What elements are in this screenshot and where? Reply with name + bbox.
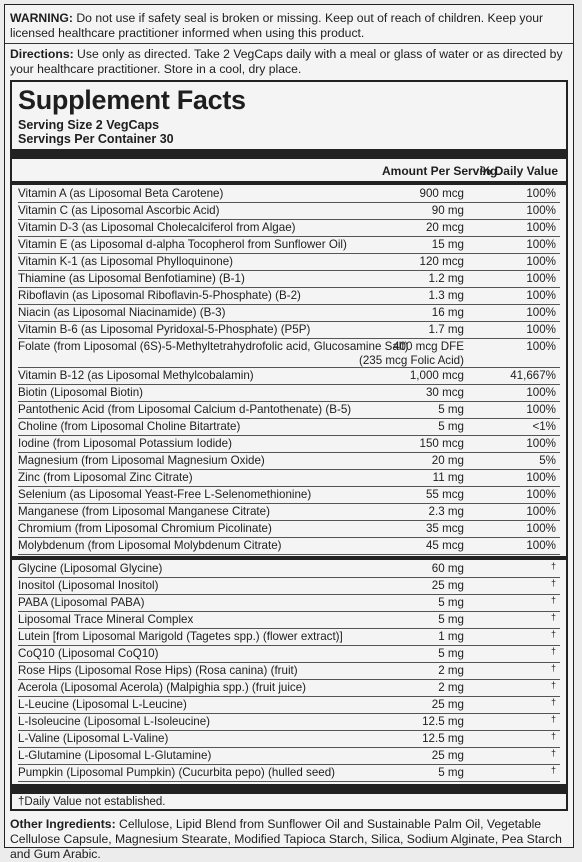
amount-value: 30 mcg bbox=[425, 386, 464, 399]
nutrient-name: Inositol (Liposomal Inositol) bbox=[18, 579, 159, 592]
nutrient-name: Manganese (from Liposomal Manganese Citrate) bbox=[18, 505, 270, 518]
table-row bbox=[18, 487, 560, 504]
daily-value: † bbox=[550, 663, 556, 673]
medium-divider bbox=[12, 556, 566, 560]
nutrient-name: Choline (from Liposomal Choline Bitartrate) bbox=[18, 420, 241, 433]
directions-body: Use only as directed. Take 2 VegCaps daily with a meal or glass of water or as directed by your healthcare practitioner. Store in a cool, dry place. bbox=[10, 47, 563, 76]
supplement-facts-panel bbox=[10, 80, 568, 811]
medium-divider bbox=[12, 181, 566, 185]
table-row bbox=[18, 271, 560, 288]
nutrient-name: L-Isoleucine (Liposomal L-Isoleucine) bbox=[18, 715, 211, 728]
daily-value: † bbox=[550, 595, 556, 605]
amount-value: 12.5 mg bbox=[422, 732, 464, 745]
nutrient-name: Thiamine (as Liposomal Benfotiamine) (B-1) bbox=[18, 272, 245, 285]
table-row bbox=[18, 220, 560, 237]
table-row bbox=[18, 402, 560, 419]
amount-value: 5 mg bbox=[438, 766, 464, 779]
other-ingredients-label: Other Ingredients: bbox=[10, 817, 116, 831]
nutrient-name: Chromium (from Liposomal Chromium Picolinate) bbox=[18, 522, 272, 535]
amount-value: 2.3 mg bbox=[428, 505, 464, 518]
amount-value: 25 mg bbox=[431, 579, 464, 592]
daily-value: 100% bbox=[526, 539, 556, 552]
daily-value: † bbox=[550, 612, 556, 622]
table-row bbox=[18, 368, 560, 385]
divider bbox=[5, 43, 573, 44]
daily-value: 100% bbox=[526, 522, 556, 535]
table-row bbox=[18, 646, 560, 663]
daily-value: 100% bbox=[526, 221, 556, 234]
amount-value: 1 mg bbox=[438, 630, 464, 643]
amount-value: 20 mg bbox=[431, 454, 464, 467]
amount-value: 5 mg bbox=[438, 613, 464, 626]
table-row bbox=[18, 339, 560, 368]
footnote: †Daily Value not established. bbox=[18, 796, 166, 808]
table-row bbox=[18, 385, 560, 402]
nutrient-name: Acerola (Liposomal Acerola) (Malpighia spp.) (fruit juice) bbox=[18, 681, 307, 694]
amount-value: 5 mg bbox=[438, 647, 464, 660]
warning-label: WARNING: bbox=[10, 11, 73, 25]
amount-value: 16 mg bbox=[431, 306, 464, 319]
table-row bbox=[18, 663, 560, 680]
amount-value: 20 mcg bbox=[425, 221, 464, 234]
table-row bbox=[18, 629, 560, 646]
nutrient-name: Vitamin B-12 (as Liposomal Methylcobalamin) bbox=[18, 369, 254, 382]
servings-per-container: Servings Per Container 30 bbox=[18, 132, 174, 146]
nutrient-name: PABA (Liposomal PABA) bbox=[18, 596, 145, 609]
daily-value: 100% bbox=[526, 488, 556, 501]
table-row bbox=[18, 748, 560, 765]
table-row bbox=[18, 237, 560, 254]
table-row bbox=[18, 453, 560, 470]
nutrient-name: Iodine (from Liposomal Potassium Iodide) bbox=[18, 437, 232, 450]
nutrient-name: L-Valine (Liposomal L-Valine) bbox=[18, 732, 169, 745]
nutrient-name: Vitamin B-6 (as Liposomal Pyridoxal-5-Phosphate) (P5P) bbox=[18, 323, 311, 336]
table-row bbox=[18, 254, 560, 271]
nutrient-name: Pumpkin (Liposomal Pumpkin) (Cucurbita pepo) (hulled seed) bbox=[18, 766, 336, 779]
nutrient-name: Vitamin E (as Liposomal d-alpha Tocopherol from Sunflower Oil) bbox=[18, 238, 347, 251]
amount-value: 12.5 mg bbox=[422, 715, 464, 728]
table-row bbox=[18, 504, 560, 521]
amount-value: 1.3 mg bbox=[428, 289, 464, 302]
amount-value: 45 mcg bbox=[425, 539, 464, 552]
daily-value: † bbox=[550, 680, 556, 690]
amount-value: 150 mcg bbox=[419, 437, 464, 450]
table-row bbox=[18, 470, 560, 487]
daily-value: 100% bbox=[526, 272, 556, 285]
nutrient-name: Magnesium (from Liposomal Magnesium Oxide) bbox=[18, 454, 265, 467]
table-row bbox=[18, 697, 560, 714]
daily-value: † bbox=[550, 646, 556, 656]
daily-value: † bbox=[550, 697, 556, 707]
table-row bbox=[18, 203, 560, 220]
nutrient-name: Riboflavin (as Liposomal Riboflavin-5-Phosphate) (B-2) bbox=[18, 289, 301, 302]
directions-label: Directions: bbox=[10, 47, 74, 61]
daily-value: 100% bbox=[526, 323, 556, 336]
nutrient-name: Pantothenic Acid (from Liposomal Calcium d-Pantothenate) (B-5) bbox=[18, 403, 352, 416]
amount-value: 90 mg bbox=[431, 204, 464, 217]
daily-value: † bbox=[550, 714, 556, 724]
amount-value: 25 mg bbox=[431, 698, 464, 711]
daily-value: 100% bbox=[526, 238, 556, 251]
nutrient-name: Folate (from Liposomal (6S)-5-Methyltetrahydrofolic acid, Glucosamine Salt) bbox=[18, 340, 409, 353]
amount-value: 5 mg bbox=[438, 420, 464, 433]
table-row bbox=[18, 538, 560, 555]
amount-note: (235 mcg Folic Acid) bbox=[358, 354, 464, 367]
warning-body: Do not use if safety seal is broken or missing. Keep out of reach of children. Keep your licensed healthcare practitioner informed when using this product. bbox=[10, 11, 544, 40]
amount-value: 400 mcg DFE bbox=[393, 340, 464, 353]
daily-value: 100% bbox=[526, 306, 556, 319]
amount-value: 55 mcg bbox=[425, 488, 464, 501]
table-row bbox=[18, 288, 560, 305]
nutrient-name: Vitamin K-1 (as Liposomal Phylloquinone) bbox=[18, 255, 234, 268]
amount-value: 25 mg bbox=[431, 749, 464, 762]
amount-value: 120 mcg bbox=[419, 255, 464, 268]
amount-value: 60 mg bbox=[431, 562, 464, 575]
serving-size: Serving Size 2 VegCaps bbox=[18, 118, 160, 132]
nutrient-name: Glycine (Liposomal Glycine) bbox=[18, 562, 163, 575]
daily-value: † bbox=[550, 748, 556, 758]
daily-value-header: % Daily Value bbox=[480, 164, 558, 178]
table-row bbox=[18, 731, 560, 748]
nutrient-name: Vitamin D-3 (as Liposomal Cholecalciferol from Algae) bbox=[18, 221, 296, 234]
amount-value: 1.7 mg bbox=[428, 323, 464, 336]
nutrient-name: Vitamin A (as Liposomal Beta Carotene) bbox=[18, 187, 224, 200]
amount-value: 1,000 mcg bbox=[409, 369, 464, 382]
amount-value: 900 mcg bbox=[419, 187, 464, 200]
amount-value: 2 mg bbox=[438, 664, 464, 677]
daily-value: 41,667% bbox=[510, 369, 556, 382]
amount-value: 2 mg bbox=[438, 681, 464, 694]
warning-text bbox=[10, 11, 568, 41]
amount-header: Amount Per Serving bbox=[382, 164, 498, 178]
table-row bbox=[18, 765, 560, 782]
daily-value: 100% bbox=[526, 255, 556, 268]
nutrient-name: L-Leucine (Liposomal L-Leucine) bbox=[18, 698, 187, 711]
nutrient-name: Rose Hips (Liposomal Rose Hips) (Rosa canina) (fruit) bbox=[18, 664, 298, 677]
table-row bbox=[18, 436, 560, 453]
daily-value: <1% bbox=[532, 420, 556, 433]
daily-value: 100% bbox=[526, 471, 556, 484]
table-row bbox=[18, 680, 560, 697]
table-row bbox=[18, 419, 560, 436]
other-ingredients-text bbox=[10, 817, 568, 862]
table-row bbox=[18, 521, 560, 538]
nutrient-name: Zinc (from Liposomal Zinc Citrate) bbox=[18, 471, 193, 484]
amount-value: 15 mg bbox=[431, 238, 464, 251]
nutrient-name: CoQ10 (Liposomal CoQ10) bbox=[18, 647, 159, 660]
amount-value: 5 mg bbox=[438, 403, 464, 416]
facts-title: Supplement Facts bbox=[18, 85, 246, 115]
amount-value: 11 mg bbox=[432, 471, 464, 484]
amount-value: 1.2 mg bbox=[428, 272, 464, 285]
daily-value: 100% bbox=[526, 340, 556, 353]
daily-value: † bbox=[550, 561, 556, 571]
daily-value: 100% bbox=[526, 187, 556, 200]
nutrient-name: Molybdenum (from Liposomal Molybdenum Citrate) bbox=[18, 539, 282, 552]
nutrient-name: L-Glutamine (Liposomal L-Glutamine) bbox=[18, 749, 212, 762]
nutrient-name: Niacin (as Liposomal Niacinamide) (B-3) bbox=[18, 306, 226, 319]
nutrient-name: Vitamin C (as Liposomal Ascorbic Acid) bbox=[18, 204, 220, 217]
table-row bbox=[18, 612, 560, 629]
daily-value: † bbox=[550, 629, 556, 639]
daily-value: 100% bbox=[526, 437, 556, 450]
nutrient-name: Selenium (as Liposomal Yeast-Free L-Selenomethionine) bbox=[18, 488, 312, 501]
daily-value: 100% bbox=[526, 204, 556, 217]
nutrient-name: Liposomal Trace Mineral Complex bbox=[18, 613, 194, 626]
daily-value: 100% bbox=[526, 289, 556, 302]
daily-value: † bbox=[550, 578, 556, 588]
other-ingredients-body: Cellulose, Lipid Blend from Sunflower Oil and Sustainable Palm Oil, Vegetable Cellulose Capsule, Magnesium Stearate, Modified Tapioca Starch, Silica, Sodium Alginate, Pea Starch and Gum Arabic. bbox=[10, 817, 562, 861]
supplement-label bbox=[4, 4, 574, 861]
daily-value: † bbox=[550, 731, 556, 741]
daily-value: 100% bbox=[526, 386, 556, 399]
thick-divider bbox=[12, 149, 566, 159]
daily-value: 100% bbox=[526, 403, 556, 416]
nutrient-name: Biotin (Liposomal Biotin) bbox=[18, 386, 144, 399]
table-row bbox=[18, 561, 560, 578]
amount-value: 5 mg bbox=[438, 596, 464, 609]
daily-value: 5% bbox=[539, 454, 556, 467]
nutrient-name: Lutein [from Liposomal Marigold (Tagetes spp.) (flower extract)] bbox=[18, 630, 343, 643]
daily-value: † bbox=[550, 765, 556, 775]
table-row bbox=[18, 714, 560, 731]
daily-value: 100% bbox=[526, 505, 556, 518]
thick-divider bbox=[12, 784, 566, 794]
table-row bbox=[18, 186, 560, 203]
table-row bbox=[18, 595, 560, 612]
table-row bbox=[18, 305, 560, 322]
table-row bbox=[18, 322, 560, 339]
directions-text bbox=[10, 47, 568, 77]
table-row bbox=[18, 578, 560, 595]
amount-value: 35 mcg bbox=[425, 522, 464, 535]
